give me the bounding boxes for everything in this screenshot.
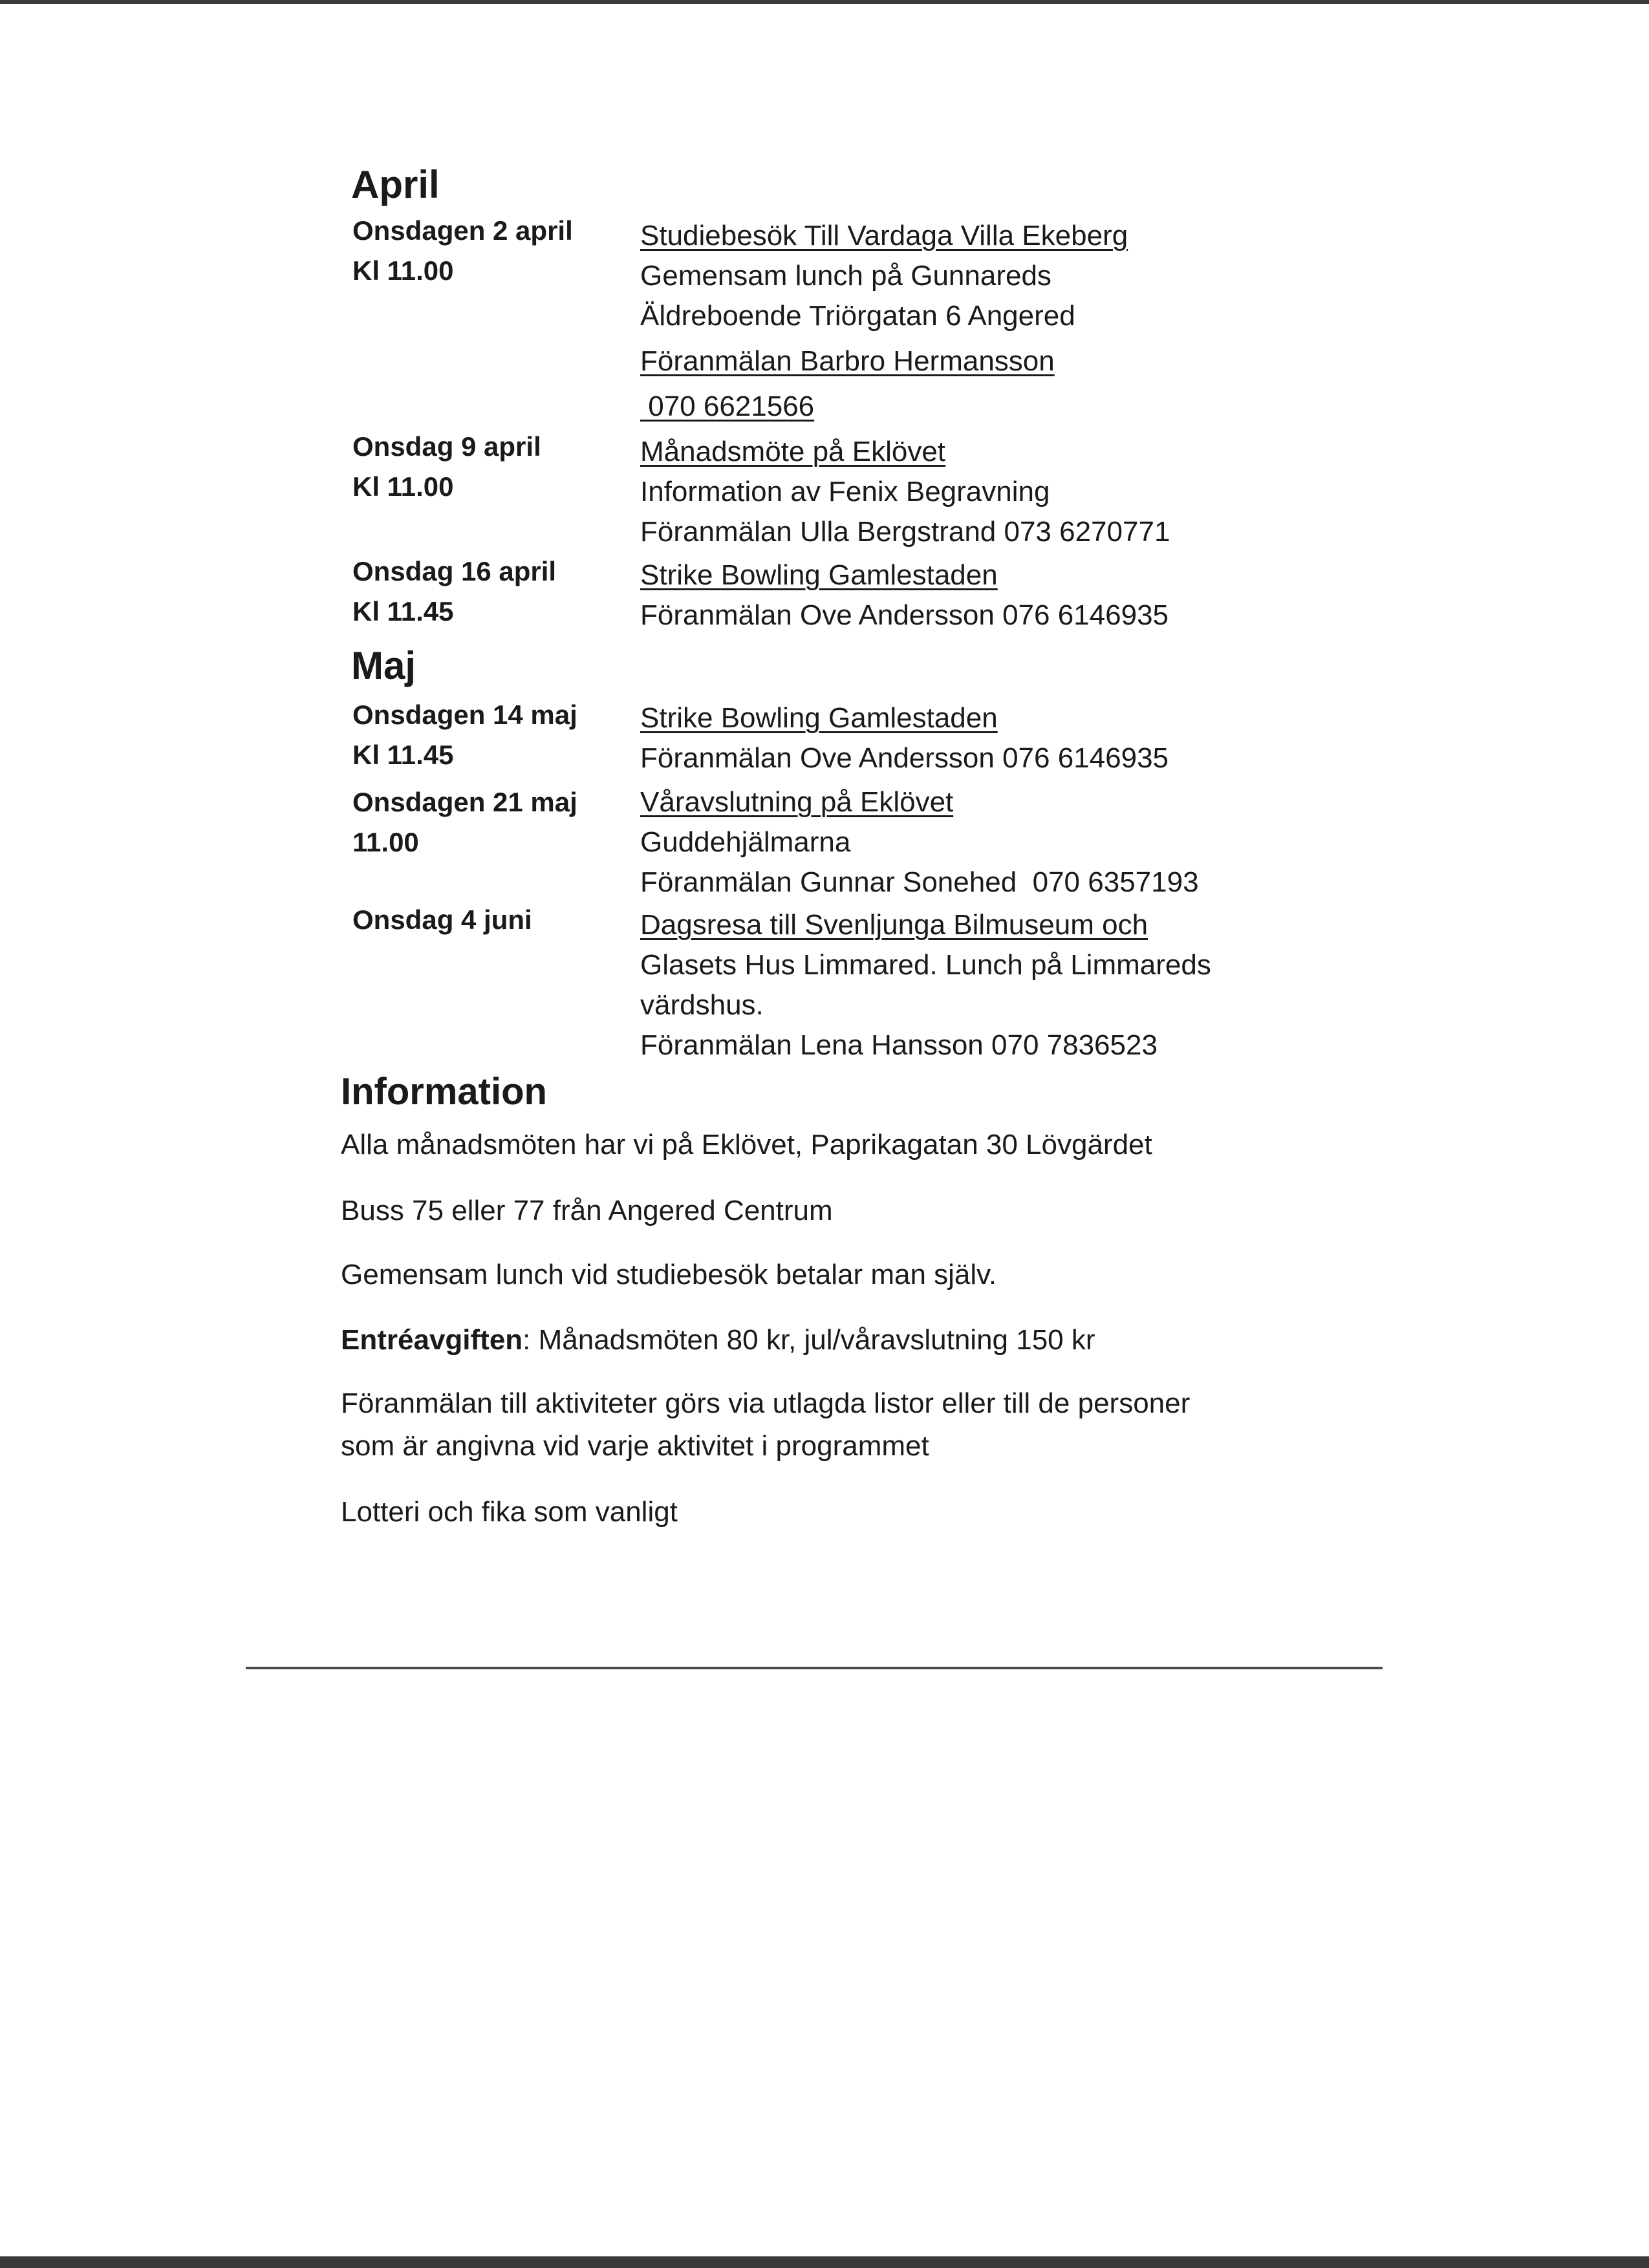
event-detail: värdshus. — [640, 989, 764, 1021]
event-date — [352, 695, 577, 775]
event-time: Kl 11.00 — [352, 471, 454, 502]
event-day: Onsdagen 2 april — [352, 215, 573, 246]
event-date — [352, 427, 541, 507]
info-paragraph — [341, 1382, 1190, 1468]
info-paragraph: Gemensam lunch vid studiebesök betalar man själv. — [341, 1259, 997, 1290]
month-heading-maj: Maj — [351, 644, 416, 687]
event-registration: Föranmälan Ove Andersson 076 6146935 — [640, 742, 1169, 774]
event-description — [640, 782, 1199, 903]
event-date — [352, 211, 573, 291]
event-detail: Information av Fenix Begravning — [640, 476, 1050, 508]
event-day: Onsdagen 14 maj — [352, 700, 577, 730]
event-date — [352, 900, 532, 940]
event-date — [352, 782, 577, 862]
event-time: Kl 11.45 — [352, 596, 454, 626]
event-phone: 070 6621566 — [640, 390, 815, 422]
event-time: 11.00 — [352, 827, 419, 857]
fee-details: : Månadsmöten 80 kr, jul/våravslutning 150 kr — [523, 1324, 1095, 1356]
footer-divider — [246, 1667, 1383, 1669]
event-day: Onsdag 4 juni — [352, 904, 532, 935]
info-line: som är angivna vid varje aktivitet i programmet — [341, 1430, 929, 1462]
event-detail: Guddehjälmarna — [640, 826, 851, 858]
event-time: Kl 11.45 — [352, 740, 454, 770]
info-paragraph: Alla månadsmöten har vi på Eklövet, Paprikagatan 30 Lövgärdet — [341, 1129, 1152, 1161]
event-time: Kl 11.00 — [352, 255, 454, 286]
month-heading-april: April — [351, 163, 440, 206]
event-registration: Föranmälan Ove Andersson 076 6146935 — [640, 599, 1169, 631]
event-detail: Äldreboende Triörgatan 6 Angered — [640, 300, 1075, 332]
event-registration: Föranmälan Ulla Bergstrand 073 6270771 — [640, 516, 1170, 548]
event-title: Våravslutning på Eklövet — [640, 786, 954, 818]
event-title: Månadsmöte på Eklövet — [640, 436, 946, 467]
event-description — [640, 432, 1170, 552]
scan-edge-bottom — [0, 2256, 1649, 2268]
event-detail: Gemensam lunch på Gunnareds — [640, 260, 1051, 292]
event-detail: Glasets Hus Limmared. Lunch på Limmareds — [640, 949, 1211, 981]
event-description — [640, 698, 1169, 778]
info-paragraph-fees — [341, 1319, 1095, 1362]
info-line: Föranmälan till aktiviteter görs via utlagda listor eller till de personer — [341, 1387, 1191, 1419]
event-title: Studiebesök Till Vardaga Villa Ekeberg — [640, 220, 1128, 251]
event-description — [640, 216, 1128, 427]
scan-edge-top — [0, 0, 1649, 4]
event-day: Onsdagen 21 maj — [352, 787, 577, 817]
info-paragraph: Lotteri och fika som vanligt — [341, 1496, 678, 1528]
event-registration: Föranmälan Gunnar Sonehed 070 6357193 — [640, 866, 1199, 898]
fee-label: Entréavgiften — [341, 1324, 523, 1356]
event-day: Onsdag 9 april — [352, 431, 541, 462]
event-date — [352, 551, 556, 632]
event-registration: Föranmälan Barbro Hermansson — [640, 345, 1055, 377]
information-heading: Information — [341, 1071, 547, 1113]
event-title: Strike Bowling Gamlestaden — [640, 702, 998, 734]
event-title: Dagsresa till Svenljunga Bilmuseum och — [640, 909, 1148, 941]
event-day: Onsdag 16 april — [352, 556, 557, 586]
info-paragraph: Buss 75 eller 77 från Angered Centrum — [341, 1195, 833, 1226]
event-title: Strike Bowling Gamlestaden — [640, 559, 998, 591]
event-registration: Föranmälan Lena Hansson 070 7836523 — [640, 1029, 1158, 1061]
event-description — [640, 905, 1211, 1065]
event-description — [640, 555, 1169, 636]
